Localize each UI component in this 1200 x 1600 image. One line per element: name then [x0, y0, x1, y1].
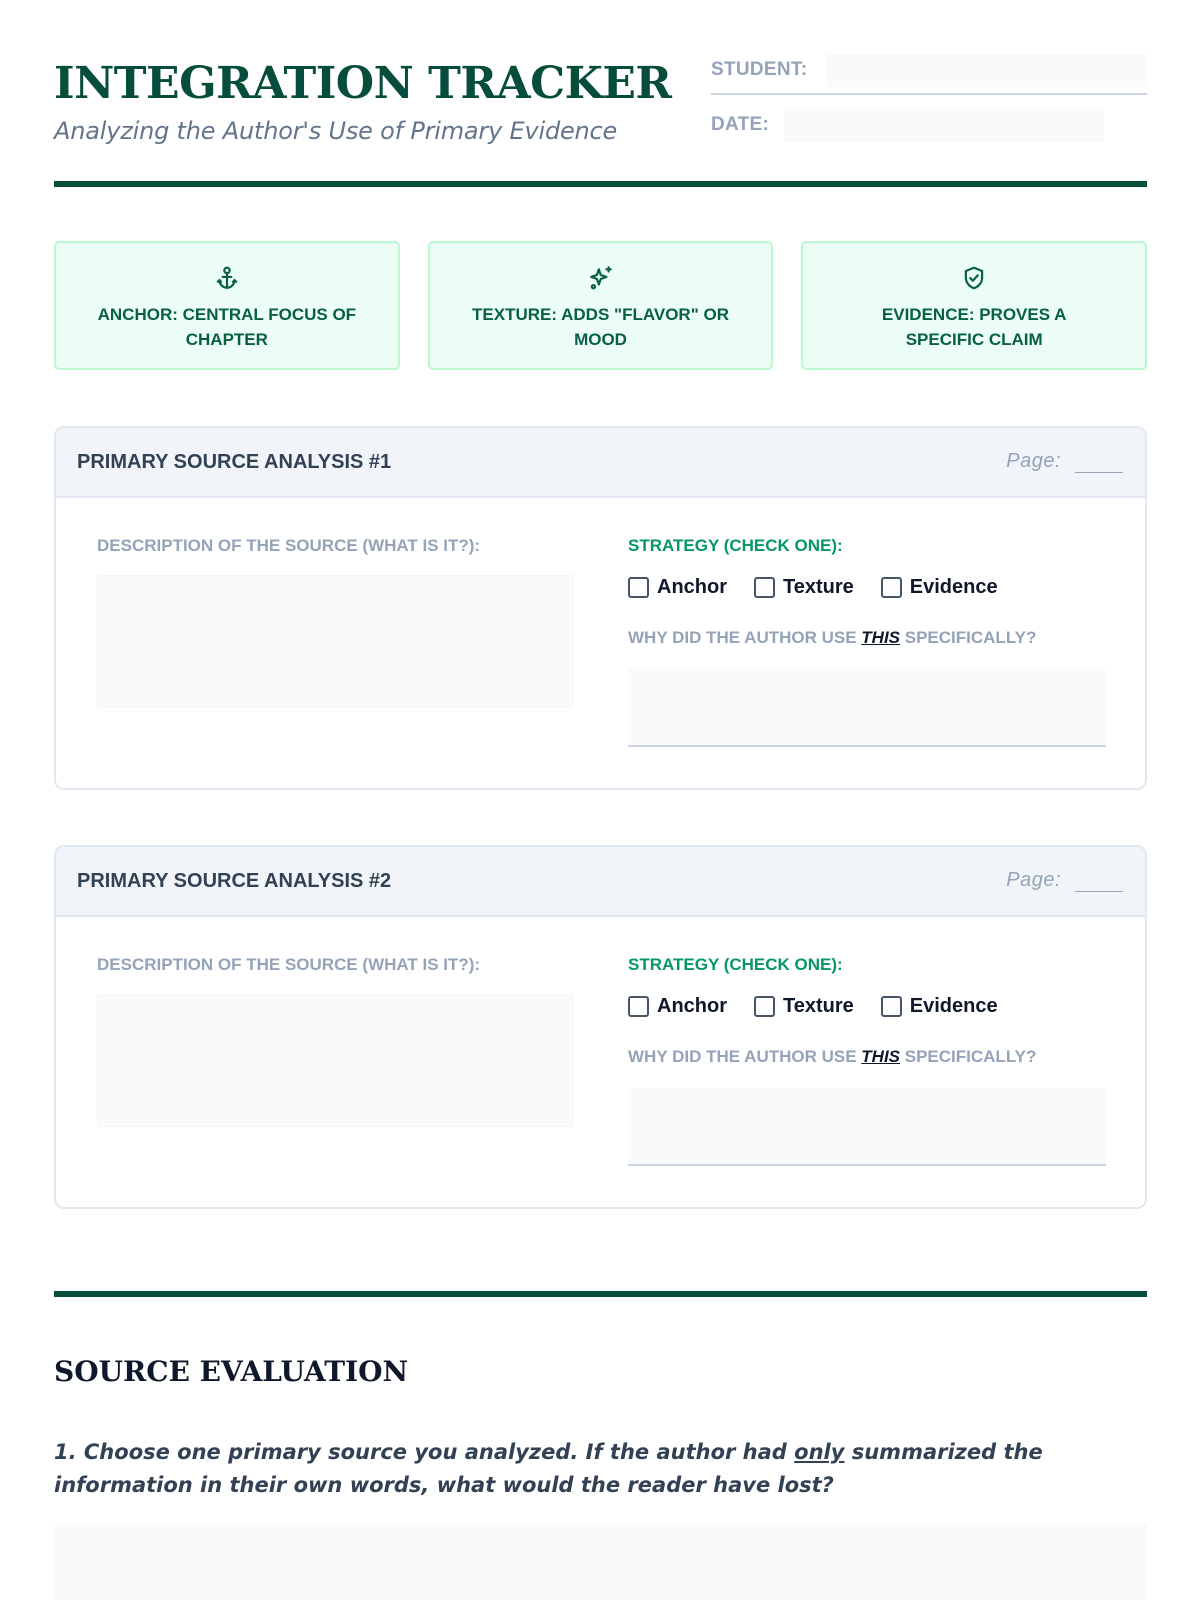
worksheet — [54, 0, 1147, 1497]
student-label: STUDENT: — [711, 59, 808, 80]
option-anchor[interactable] — [628, 995, 727, 1018]
checkbox[interactable] — [754, 577, 775, 598]
page-number-blank[interactable] — [1075, 891, 1123, 892]
sparkles-icon — [588, 265, 614, 296]
student-field[interactable] — [827, 54, 1147, 87]
description-label: DESCRIPTION OF THE SOURCE (WHAT IS IT?): — [97, 955, 481, 974]
header — [54, 0, 1147, 187]
strategy-options — [628, 576, 1025, 599]
page-label: Page: — [1006, 450, 1061, 472]
question-1-emphasis: only — [794, 1440, 845, 1464]
option-evidence[interactable] — [881, 995, 998, 1018]
checkbox[interactable] — [881, 577, 902, 598]
option-evidence[interactable] — [881, 576, 998, 599]
option-texture[interactable] — [754, 995, 854, 1018]
legend-text: EVIDENCE: PROVES A SPECIFIC CLAIM — [881, 305, 1067, 349]
panel-header — [56, 428, 1145, 498]
description-field[interactable] — [97, 994, 574, 1127]
option-anchor[interactable] — [628, 576, 727, 599]
option-texture[interactable] — [754, 576, 854, 599]
option-label: Evidence — [909, 995, 998, 1017]
why-label-emphasis: THIS — [861, 1047, 901, 1066]
legend-text: ANCHOR: CENTRAL FOCUS OF CHAPTER — [97, 305, 357, 349]
analysis-panel — [54, 845, 1147, 1209]
strategy-options — [628, 995, 1025, 1018]
header-divider — [54, 181, 1147, 187]
legend-card-anchor — [54, 241, 400, 370]
analysis-panel — [54, 426, 1147, 790]
strategy-legend — [54, 241, 1147, 370]
why-field[interactable] — [628, 669, 1106, 747]
legend-card-texture — [428, 241, 774, 370]
why-label-pre: WHY DID THE AUTHOR USE — [628, 628, 862, 647]
why-label-pre: WHY DID THE AUTHOR USE — [628, 1047, 862, 1066]
date-label: DATE: — [711, 114, 770, 135]
checkbox[interactable] — [628, 577, 649, 598]
question-1-post: summarized the information in their own words, what would the reader have lost? — [54, 1440, 1043, 1497]
legend-text: TEXTURE: ADDS "FLAVOR" OR MOOD — [472, 305, 729, 349]
anchor-icon — [214, 265, 240, 296]
question-1-pre: 1. Choose one primary source you analyzed. If the author had — [54, 1440, 795, 1464]
page-number-blank[interactable] — [1075, 472, 1123, 473]
student-underline — [711, 93, 1147, 95]
section-divider — [54, 1291, 1147, 1297]
question-1 — [54, 1436, 1147, 1502]
option-label: Anchor — [657, 576, 727, 598]
checkbox[interactable] — [754, 996, 775, 1017]
checkbox[interactable] — [628, 996, 649, 1017]
shield-check-icon — [961, 265, 987, 296]
panel-header — [56, 847, 1145, 917]
option-label: Anchor — [657, 995, 727, 1017]
page-label: Page: — [1006, 869, 1061, 891]
section-title: SOURCE EVALUATION — [54, 1355, 409, 1388]
checkbox[interactable] — [881, 996, 902, 1017]
why-field[interactable] — [628, 1088, 1106, 1166]
panel-title: PRIMARY SOURCE ANALYSIS #1 — [77, 451, 392, 473]
answer-field[interactable] — [54, 1524, 1147, 1600]
date-field[interactable] — [784, 109, 1104, 142]
strategy-label: STRATEGY (CHECK ONE): — [628, 536, 843, 555]
page-subtitle: Analyzing the Author's Use of Primary Evidence — [54, 117, 618, 145]
why-label-emphasis: THIS — [861, 628, 901, 647]
panel-title: PRIMARY SOURCE ANALYSIS #2 — [77, 870, 392, 892]
strategy-label: STRATEGY (CHECK ONE): — [628, 955, 843, 974]
why-label — [628, 1047, 1036, 1067]
description-field[interactable] — [97, 575, 574, 708]
why-label-post: SPECIFICALLY? — [900, 1047, 1037, 1066]
why-label-post: SPECIFICALLY? — [900, 628, 1037, 647]
option-label: Evidence — [909, 576, 998, 598]
legend-card-evidence — [801, 241, 1147, 370]
option-label: Texture — [783, 995, 854, 1017]
why-label — [628, 628, 1036, 648]
option-label: Texture — [783, 576, 854, 598]
page-title: INTEGRATION TRACKER — [54, 58, 672, 109]
description-label: DESCRIPTION OF THE SOURCE (WHAT IS IT?): — [97, 536, 481, 555]
